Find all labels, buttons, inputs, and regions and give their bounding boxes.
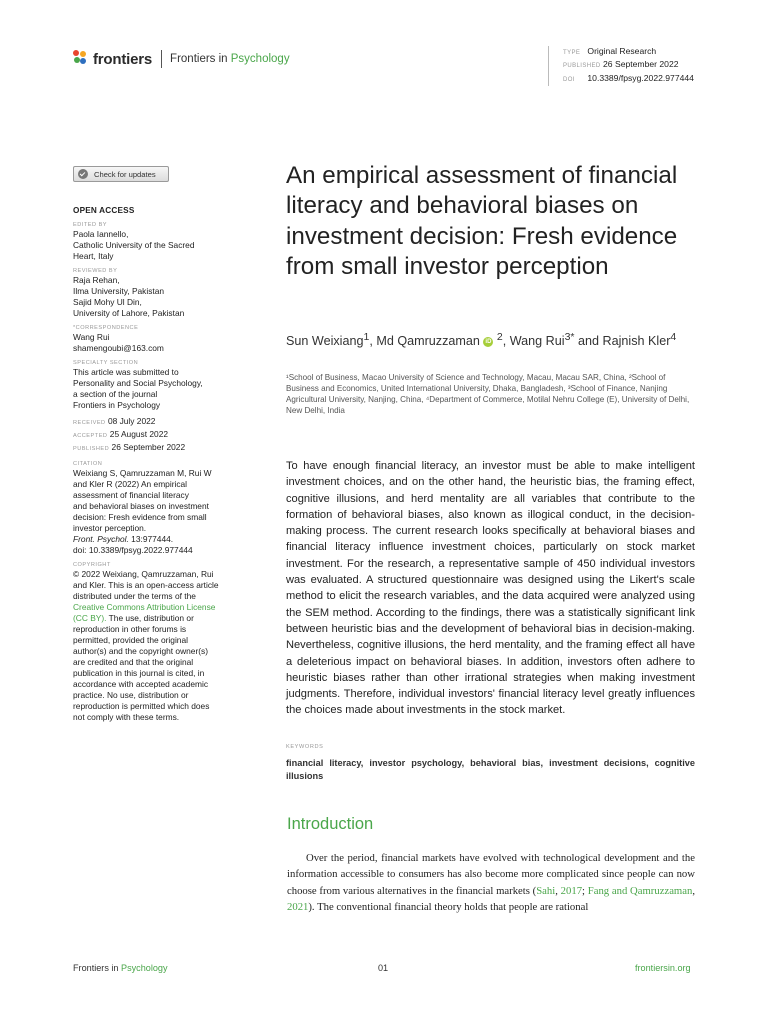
- introduction-text: Over the period, financial markets have evolved with technological development and the information accessible to consumers has also become more complicated since people can now choose from various alternatives in the financial markets (Sahi, 2017; Fang and Qamruzzaman, 2021). The conventional financial theory holds that people are rational: [287, 852, 696, 914]
- citation-link-sahi[interactable]: Sahi: [536, 884, 556, 897]
- citation-link-2017[interactable]: 2017: [560, 884, 583, 897]
- orcid-icon[interactable]: iD: [485, 338, 492, 345]
- article-meta: [548, 46, 694, 86]
- page-number: 01: [378, 963, 389, 973]
- footer-site-link[interactable]: frontiersin.org: [635, 963, 691, 973]
- article-title: An empirical assessment of financial literacy and behavioral biases on investment decision: Fresh evidence from small investor perception: [286, 162, 678, 281]
- check-updates-icon: [78, 169, 88, 179]
- keywords-label: KEYWORDS: [286, 744, 324, 750]
- meta-published: PUBLISHED 26 September 2022: [563, 59, 679, 70]
- abstract: To have enough financial literacy, an investor must be able to make intelligent investment choices, and on the other hand, the heuristic bias, the framing effect, cognitive illusions, and herd mentality are all variables that contribute to the formation of behavioral biases, also known as illogical conduct, in the decision-making process. The current research looks specifically at behavioral biases and financial literacy influence investment choices, particularly on stock market investment. For the research, a representative sample of 450 individual investors was evaluated. A structured questionnaire was designed using the Likert's scale method to elicit the research variables, and the data acquired were analyzed using the SEM method. According to the findings, there was a statistically significant link between heuristic bias and the development of behavioral bias in decision-making. Nevertheless, cognitive illusions, the herd mentality, and the framing effect all have a deleterious impact on behavioral biases. In addition, investors often adhere to heuristic biases rather than other irrational strategies when making investment judgments. Therefore, individual investors' financial literacy level greatly influences the choices made about investments in the stock market.: [286, 460, 695, 717]
- introduction-heading: Introduction: [287, 815, 374, 833]
- brand-name: frontiers: [93, 50, 153, 68]
- editor-lines: Paola Iannello, Catholic University of the Sacred Heart, Italy: [73, 229, 195, 261]
- footer-journal[interactable]: Frontiers in Psychology: [73, 963, 168, 973]
- check-for-updates-button[interactable]: Check for updates: [73, 166, 169, 182]
- cc-by-link[interactable]: (CC BY).: [73, 613, 107, 623]
- correspondence-email[interactable]: shamengoubi@163.com: [73, 343, 164, 353]
- edited-by-section: EDITED BY Paola Iannello, Catholic University of the Sacred Heart, Italy: [73, 221, 238, 262]
- frontiers-logo[interactable]: [73, 50, 290, 68]
- author-list: Sun Weixiang$^1$, Md Qamruzzaman iD $^2$, Wang Rui$^{3*}$ and Rajnish Kler$^4$: [286, 331, 677, 349]
- keywords: financial literacy, investor psychology, behavioral bias, investment decisions, cognitive illusions: [286, 758, 695, 781]
- meta-type: TYPE Original Research: [563, 46, 657, 56]
- citation-section: CITATION Weixiang S, Qamruzzaman M, Rui W and Kler R (2022) An empirical assessment of financial literacy and behavioral biases on investment decision: Fresh evidence from small investor perception. Front. Psychol. 13:977444. doi: 10.3389/fpsyg.2022.977444: [73, 460, 238, 556]
- reviewed-by-section: REVIEWED BY Raja Rehan, Ilma University, Pakistan Sajid Mohy Ul Din, University of Lahore, Pakistan: [73, 267, 238, 319]
- citation-link-fang[interactable]: Fang and Qamruzzaman: [587, 884, 693, 897]
- citation-link-2021[interactable]: 2021: [287, 901, 309, 914]
- correspondence-section: *CORRESPONDENCE Wang Rui shamengoubi@163.com: [73, 324, 238, 354]
- journal-name: Frontiers in Psychology: [170, 53, 290, 65]
- citation-doi[interactable]: doi: 10.3389/fpsyg.2022.977444: [73, 545, 193, 555]
- frontiers-logo-icon: [73, 50, 89, 68]
- author-4[interactable]: and Rajnish Kler: [574, 334, 671, 349]
- author-2[interactable]: , Md Qamruzzaman: [369, 334, 484, 349]
- dates-section: RECEIVED 08 July 2022 ACCEPTED 25 August 2022 PUBLISHED 26 September 2022: [73, 416, 186, 452]
- license-link[interactable]: Creative Commons Attribution License: [73, 602, 216, 612]
- correspondence-name: Wang Rui: [73, 332, 110, 342]
- affiliations: ¹School of Business, Macao University of Science and Technology, Macau, Macau SAR, China, ²School of Business and Economics, United International University, Dhaka, Bangladesh, ³School of Finance, Nanjing Agricultural University, Nanjing, China, ⁴Department of Commerce, Motilal Nehru College (E), University of Delhi, New Delhi, India: [286, 373, 690, 416]
- open-access-label: OPEN ACCESS: [73, 206, 135, 215]
- specialty-section: SPECIALTY SECTION This article was submitted to Personality and Social Psychology, a section of the journal Frontiers in Psychology: [73, 360, 203, 410]
- reviewer-lines: Raja Rehan, Ilma University, Pakistan Sajid Mohy Ul Din, University of Lahore, Pakistan: [73, 275, 185, 318]
- article-sidebar: [73, 206, 238, 728]
- author-1[interactable]: Sun Weixiang: [286, 334, 364, 349]
- author-3[interactable]: , Wang Rui: [502, 334, 565, 349]
- logo-divider: [161, 50, 162, 68]
- meta-doi[interactable]: DOI 10.3389/fpsyg.2022.977444: [563, 72, 694, 83]
- copyright-section: COPYRIGHT © 2022 Weixiang, Qamruzzaman, Rui and Kler. This is an open-access article distributed under the terms of the Creative Commons Attribution License (CC BY). The use, distribution or reproduction in other forums is permitted, provided the original author(s) and the copyright owner(s) are credited and that the original publication in this journal is cited, in accordance with accepted academic practice. No use, distribution or reproduction is permitted which does not comply with these terms.: [73, 561, 238, 723]
